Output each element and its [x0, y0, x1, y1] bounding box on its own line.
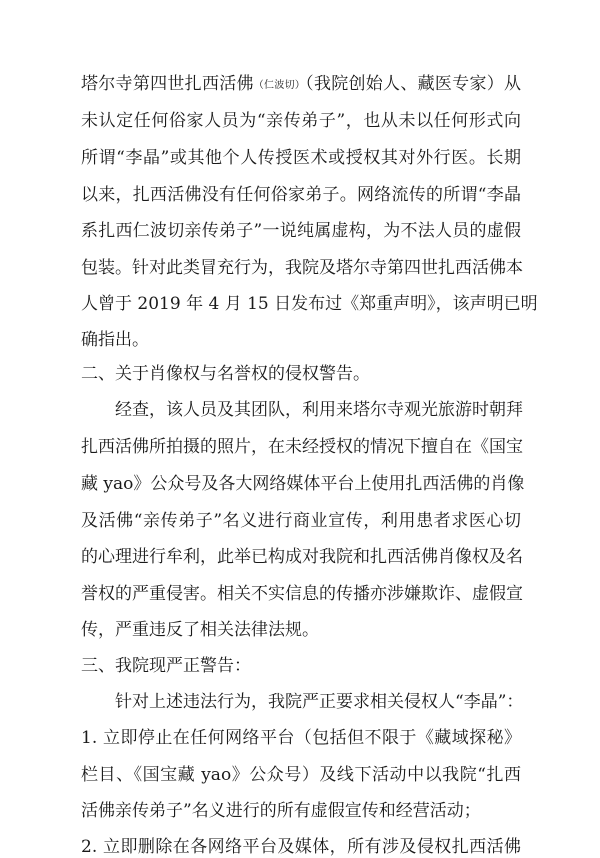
paragraph-line: 誉权的严重侵害。相关不实信息的传播亦涉嫌欺诈、虚假宣 [81, 584, 523, 604]
section-heading: 二、关于肖像权与名誉权的侵权警告。 [81, 364, 370, 384]
list-item-line: 栏目、《国宝藏 yao》公众号）及线下活动中以我院“扎西 [81, 765, 521, 785]
paragraph-line: 未认定任何俗家人员为“亲传弟子”，也从未以任何形式向 [81, 111, 521, 131]
paragraph-line: 系扎西仁波切亲传弟子”一说纯属虚构，为不法人员的虚假 [81, 221, 521, 241]
paragraph-line: 包装。针对此类冒充行为，我院及塔尔寺第四世扎西活佛本 [81, 258, 523, 278]
paragraph-line: 藏 yao》公众号及各大网络媒体平台上使用扎西活佛的肖像 [81, 474, 525, 494]
paragraph-line: 及活佛“亲传弟子”名义进行商业宣传，利用患者求医心切 [81, 511, 521, 531]
paragraph-line: 以来，扎西活佛没有任何俗家弟子。网络流传的所谓“李晶 [81, 185, 521, 205]
paragraph-line: 针对上述违法行为，我院严正要求相关侵权人“李晶”： [115, 692, 524, 712]
paragraph-line: 的心理进行牟利，此举已构成对我院和扎西活佛肖像权及名 [81, 547, 523, 567]
small-annotation: （仁波切） [253, 80, 306, 91]
paragraph-line: 人曾于 2019 年 4 月 15 日发布过《郑重声明》，该声明已明 [81, 294, 538, 314]
paragraph-line: 经查，该人员及其团队，利用来塔尔寺观光旅游时朝拜 [115, 400, 523, 420]
section-heading: 三、我院现严正警告： [81, 656, 251, 676]
text-segment: （我院创始人、藏医专家）从 [305, 74, 522, 94]
paragraph-line: 扎西活佛所拍摄的照片，在未经授权的情况下擅自在《国宝 [81, 437, 523, 457]
paragraph-line [81, 73, 521, 97]
paragraph-line: 传，严重违反了相关法律法规。 [81, 620, 319, 640]
text-segment: 塔尔寺第四世扎西活佛 [81, 74, 254, 94]
paragraph-line: 所谓“李晶”或其他个人传授医术或授权其对外行医。长期 [81, 148, 521, 168]
list-item-line: 活佛亲传弟子”名义进行的所有虚假宣传和经营活动； [81, 801, 481, 821]
list-item-line: 1. 立即停止在任何网络平台（包括但不限于《藏域探秘》 [81, 728, 521, 748]
paragraph-line: 确指出。 [81, 330, 149, 350]
list-item-line: 2. 立即删除在各网络平台及媒体，所有涉及侵权扎西活佛 [81, 837, 521, 857]
